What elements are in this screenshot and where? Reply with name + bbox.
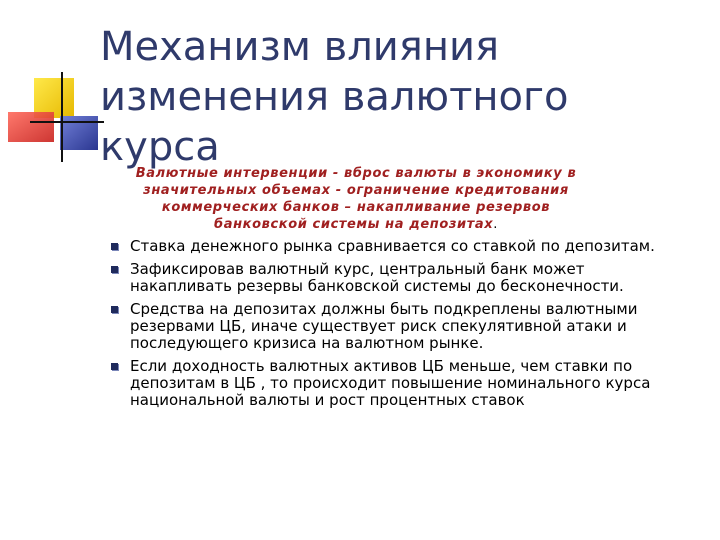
square-bullet-icon (111, 243, 118, 250)
slide-title: Механизм влияния изменения валютного курса (100, 24, 569, 170)
decorative-squares-logo (0, 0, 110, 180)
intro-paragraph (116, 165, 596, 233)
intro-end-dot: . (493, 217, 498, 232)
bullet-list (108, 238, 688, 415)
bullet-text: Ставка денежного рынка сравнивается со ставкой по депозитам. (130, 237, 655, 255)
list-item (108, 301, 688, 352)
bullet-text: Если доходность валютных активов ЦБ меньше, чем ставки по депозитам в ЦБ , то происходит повышение номинального курса национальной валюты и рост процентных ставок (130, 357, 651, 409)
bullet-text: Средства на депозитах должны быть подкреплены валютными резервами ЦБ, иначе существует риск спекулятивной атаки и последующего кризиса на валютном рынке. (130, 300, 638, 352)
square-bullet-icon (111, 266, 118, 273)
list-item (108, 358, 688, 409)
square-bullet-icon (111, 306, 118, 313)
bullet-text: Зафиксировав валютный курс, центральный банк может накапливать резервы банковской системы до бесконечности. (130, 260, 624, 295)
list-item (108, 238, 688, 255)
list-item (108, 261, 688, 295)
square-bullet-icon (111, 363, 118, 370)
red-square (8, 112, 54, 142)
intro-text: Валютные интервенции - вброс валюты в экономику в значительных объемах - ограничение кредитования коммерческих банков – накапливание резервов банковской системы на депозитах (135, 166, 577, 232)
